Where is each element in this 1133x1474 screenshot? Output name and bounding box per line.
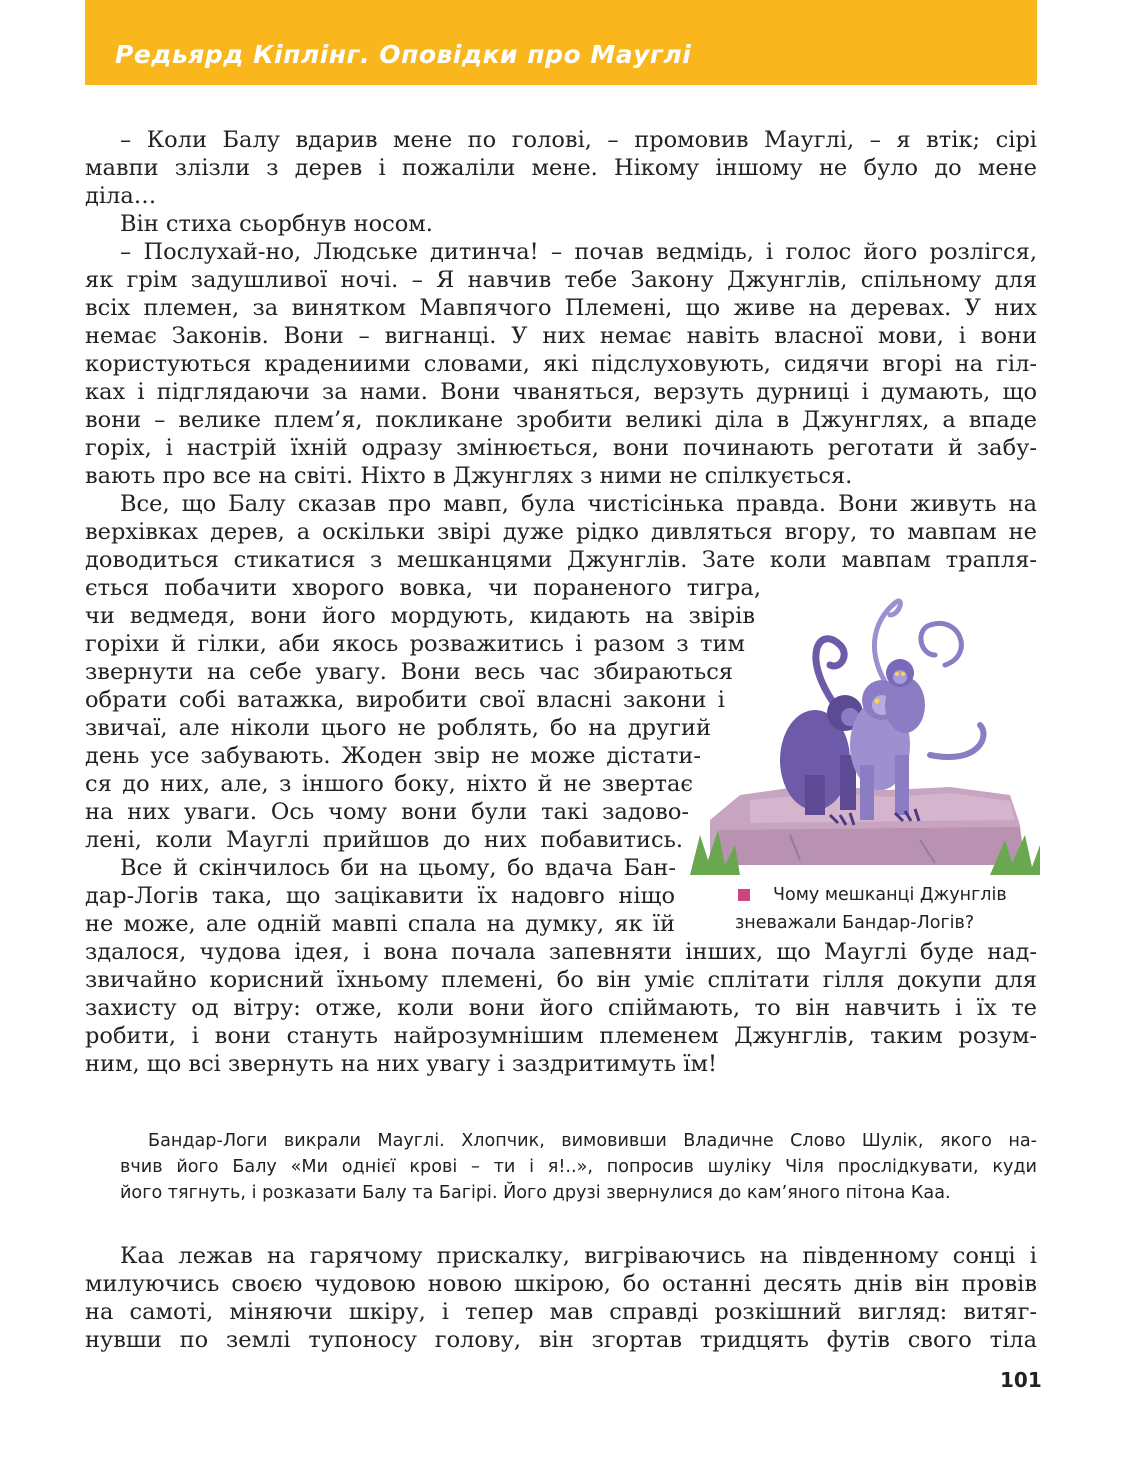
text-line: звернути на себе увагу. Вони весь час збираються bbox=[85, 659, 733, 685]
text-line: робити, і вони стануть найрозумнішим племенем Джунглів, таким розум- bbox=[85, 1023, 1037, 1049]
summary-line: його тягнуть, і розказати Балу та Багірі. Його друзі звернулися до кам’яного пітона Каа. bbox=[120, 1183, 951, 1203]
text-line: обрати собі ватажка, виробити свої власні закони і bbox=[85, 687, 725, 713]
text-line: не може, але одній мавпі спала на думку, як їй bbox=[85, 911, 675, 937]
text-line: дар-Логів така, що зацікавити їх надовго ніщо bbox=[85, 883, 675, 909]
text-line: Все й скінчилось би на цьому, бо вдача Бан- bbox=[120, 855, 676, 881]
text-line: ся до них, але, з іншого боку, ніхто й не звертає bbox=[85, 771, 693, 797]
text-line: звичайно корисний їхньому племені, бо він уміє сплітати гілля докупи для bbox=[85, 967, 1037, 993]
caption-line: зневажали Бандар-Логів? bbox=[735, 913, 975, 933]
text-line: вони – велике плем’я, покликане зробити великі діла в Джунглях, а впаде bbox=[85, 407, 1037, 433]
caption-marker bbox=[738, 889, 750, 901]
text-line: чи ведмедя, вони його мордують, кидають на звірів bbox=[85, 603, 755, 629]
monkeys-illustration bbox=[690, 595, 1040, 875]
text-line: горіхи й гілки, аби якось розважитись і разом з тим bbox=[85, 631, 745, 657]
text-line: вають про все на світі. Ніхто в Джунглях з ними не спілкується. bbox=[85, 463, 853, 489]
text-line: захисту од вітру: отже, коли вони його спіймають, то він навчить і їх те bbox=[85, 995, 1037, 1021]
text-line: на самоті, міняючи шкіру, і тепер мав справді розкішний вигляд: витяг- bbox=[85, 1299, 1037, 1325]
text-line: Він стиха сьорбнув носом. bbox=[120, 211, 433, 237]
book-title: Редьярд Кіплінг. Оповідки про Мауглі bbox=[115, 40, 692, 69]
text-line: горіх, і настрій їхній одразу змінюється, вони починають реготати й забу- bbox=[85, 435, 1037, 461]
summary-line: вчив його Балу «Ми однієї крові – ти і я!..», попросив шуліку Чіля прослідкувати, куди bbox=[120, 1157, 1037, 1177]
text-line: користуються крадениими словами, які підслуховують, сидячи вгорі на гіл- bbox=[85, 351, 1037, 377]
text-line: верхівках дерев, а оскільки звірі дуже рідко дивляться вгору, то мавпам не bbox=[85, 519, 1037, 545]
text-line: – Коли Балу вдарив мене по голові, – промовив Мауглі, – я втік; сірі bbox=[120, 127, 1037, 153]
text-line: милуючись своєю чудовою новою шкірою, бо останні десять днів він провів bbox=[85, 1271, 1037, 1297]
text-line: немає Законів. Вони – вигнанці. У них немає навіть власної мови, і вони bbox=[85, 323, 1037, 349]
text-line: ється побачити хворого вовка, чи пораненого тигра, bbox=[85, 575, 761, 601]
text-line: нувши по землі тупоносу голову, він згортав тридцять футів свого тіла bbox=[85, 1327, 1037, 1353]
text-line: на них уваги. Ось чому вони були такі задово- bbox=[85, 799, 689, 825]
text-line: лені, коли Мауглі прийшов до них побавитись. bbox=[85, 827, 683, 853]
text-line: діла… bbox=[85, 183, 157, 209]
text-line: день усе забувають. Жоден звір не може дістати- bbox=[85, 743, 701, 769]
text-line: – Послухай-но, Людське дитинча! – почав ведмідь, і голос його розлігся, bbox=[120, 239, 1037, 265]
text-line: ках і підглядаючи за нами. Вони чваняться, верзуть дурниці і думають, що bbox=[85, 379, 1037, 405]
text-line: Все, що Балу сказав про мавп, була чистісінька правда. Вони живуть на bbox=[120, 491, 1037, 517]
text-line: Каа лежав на гарячому прискалку, вигріваючись на південному сонці і bbox=[120, 1243, 1037, 1269]
page-number: 101 bbox=[1000, 1368, 1042, 1392]
summary-line: Бандар-Логи викрали Мауглі. Хлопчик, вимовивши Владичне Слово Шулік, якого на- bbox=[148, 1131, 1037, 1151]
text-line: здалося, чудова ідея, і вона почала запевняти інших, що Мауглі буде над- bbox=[85, 939, 1037, 965]
text-line: як грім задушливої ночі. – Я навчив тебе Закону Джунглів, спільному для bbox=[85, 267, 1037, 293]
text-line: всіх племен, за винятком Мавпячого Племені, що живе на деревах. У них bbox=[85, 295, 1037, 321]
text-line: звичаї, але ніколи цього не роблять, бо на другий bbox=[85, 715, 711, 741]
caption-line: Чому мешканці Джунглів bbox=[773, 885, 1007, 905]
text-line: доводиться стикатися з мешканцями Джунглів. Зате коли мавпам трапля- bbox=[85, 547, 1037, 573]
text-line: ним, що всі звернуть на них увагу і заздритимуть їм! bbox=[85, 1051, 717, 1077]
text-line: мавпи злізли з дерев і пожаліли мене. Нікому іншому не було до мене bbox=[85, 155, 1037, 181]
